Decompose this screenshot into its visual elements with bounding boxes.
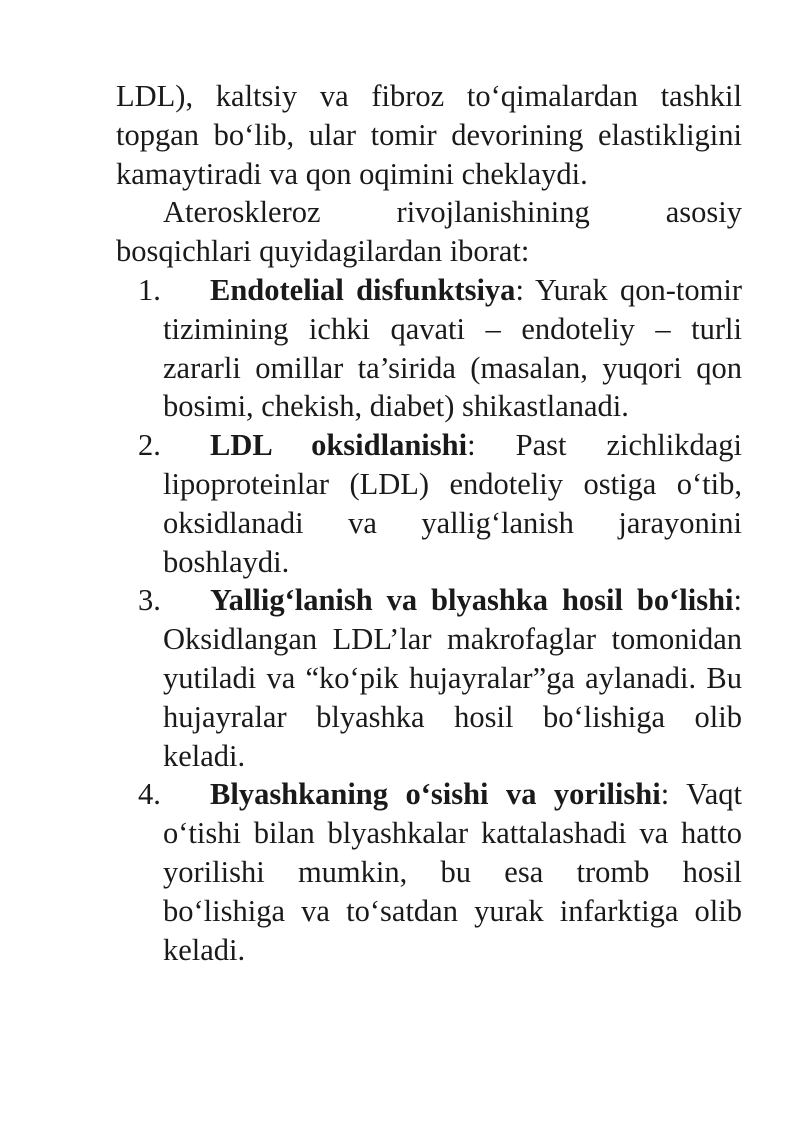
stage-number: 2. [138,428,161,463]
document-page [116,77,742,969]
stage-item-1 [116,271,742,426]
stage-number: 3. [138,583,161,618]
intro-paragraph: LDL), kaltsiy va fibroz to‘qimalardan tashkil topgan bo‘lib, ular tomir devorining elastikligini kamaytiradi va qon oqimini cheklaydi. [116,79,742,191]
stage-item-4 [116,775,742,969]
stage-description: : Oksidlangan LDL’lar makrofaglar tomonidan yutiladi va “ko‘pik hujayralar”ga aylanadi. Bu hujayralar blyashka hosil bo‘lishiga olib keladi. [163,583,742,773]
stage-term: Endotelial disfunktsiya [210,272,516,307]
stage-number: 1. [138,272,161,307]
stage-description: : Yurak qon-tomir tizimining ichki qavati – endoteliy – turli zararli omillar ta’sirida (masalan, yuqori qon bosimi, chekish, diabet) shikastlanadi. [163,272,742,424]
stage-number: 4. [138,777,161,812]
stage-item-2 [116,426,742,581]
stage-term: Yallig‘lanish va blyashka hosil bo‘lishi [210,583,734,618]
stage-description: : Past zichlikdagi lipoproteinlar (LDL) endoteliy ostiga o‘tib, oksidlanadi va yallig‘lanish jarayonini boshlaydi. [163,428,743,579]
stages-intro-paragraph: Ateroskleroz rivojlanishining asosiy bosqichlari quyidagilardan iborat: [116,195,742,269]
stage-description: : Vaqt o‘tishi bilan blyashkalar kattalashadi va hatto yorilishi mumkin, bu esa tromb hosil bo‘lishiga va to‘satdan yurak infarktiga olib keladi. [163,777,742,967]
stage-term: Blyashkaning o‘sishi va yorilishi [210,777,661,812]
stages-list [116,271,742,969]
stage-item-3 [116,581,742,775]
stage-term: LDL oksidlanishi [210,428,468,463]
